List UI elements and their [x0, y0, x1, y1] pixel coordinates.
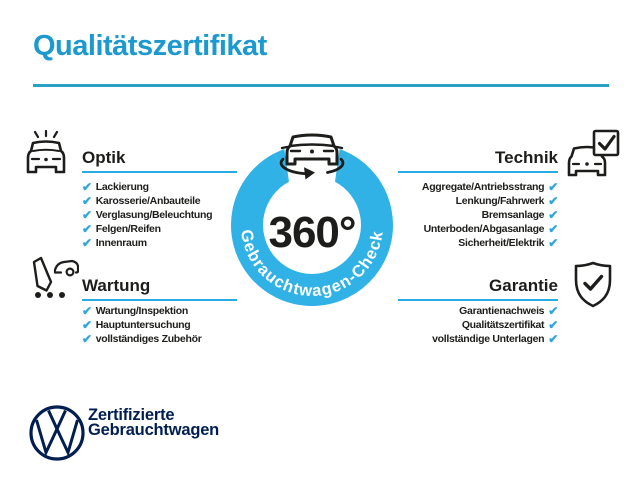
shield-check-icon	[570, 260, 616, 312]
technik-checklist	[358, 180, 558, 250]
check-icon: ✔	[82, 236, 92, 250]
section-underline-garantie	[398, 299, 558, 301]
optik-checklist	[82, 180, 212, 250]
check-item-label: Verglasung/Beleuchtung	[95, 209, 213, 221]
section-title-optik: Optik	[82, 148, 126, 167]
garantie-checklist	[358, 304, 558, 346]
check-item-label: vollständiges Zubehör	[95, 333, 202, 345]
brand-claim	[88, 408, 219, 438]
check-item	[82, 236, 212, 250]
check-item-label: Hauptuntersuchung	[95, 319, 191, 331]
check-icon: ✔	[82, 332, 92, 346]
check-item-label: Lackierung	[95, 181, 149, 193]
check-icon: ✔	[548, 208, 558, 222]
check-item	[82, 194, 212, 208]
page-title: Qualitätszertifikat	[33, 30, 267, 62]
check-icon: ✔	[82, 318, 92, 332]
check-item	[82, 332, 201, 346]
check-item	[82, 180, 212, 194]
check-icon: ✔	[548, 332, 558, 346]
check-item	[358, 304, 558, 318]
check-item	[82, 318, 201, 332]
check-icon: ✔	[548, 304, 558, 318]
check-item-label: Bremsanlage	[481, 209, 545, 221]
check-item-label: Qualitätszertifikat	[461, 319, 545, 331]
check-item-label: Lenkung/Fahrwerk	[455, 195, 545, 207]
check-item-label: Innenraum	[95, 237, 147, 249]
check-item	[358, 236, 558, 250]
check-icon: ✔	[548, 180, 558, 194]
check-icon: ✔	[82, 222, 92, 236]
check-icon: ✔	[548, 194, 558, 208]
car-rotation-icon	[281, 135, 343, 180]
check-item	[358, 332, 558, 346]
check-item	[358, 222, 558, 236]
check-item-label: vollständige Unterlagen	[432, 333, 545, 345]
check-item-label: Karosserie/Anbauteile	[95, 195, 201, 207]
section-underline-wartung	[82, 299, 237, 301]
section-title-technik: Technik	[495, 148, 558, 167]
title-underline	[33, 84, 609, 87]
ring-text-label: Gebrauchtwagen-Check	[236, 228, 387, 301]
brand-claim-line2: Gebrauchtwagen	[88, 421, 220, 439]
car-shine-icon	[22, 130, 70, 178]
check-item	[358, 180, 558, 194]
check-icon: ✔	[82, 180, 92, 194]
service-report-icon	[25, 254, 79, 308]
section-title-garantie: Garantie	[489, 276, 558, 295]
check-item-label: Unterboden/Abgasanlage	[423, 223, 545, 235]
degrees-label: 360°	[268, 208, 356, 257]
check-icon: ✔	[548, 236, 558, 250]
check-icon: ✔	[548, 222, 558, 236]
check-item-label: Sicherheit/Elektrik	[458, 237, 545, 249]
check-item	[358, 208, 558, 222]
check-item	[358, 194, 558, 208]
car-checklist-icon	[565, 129, 623, 181]
wartung-checklist	[82, 304, 201, 346]
check-item	[82, 208, 212, 222]
vw-logo	[28, 404, 86, 462]
section-underline-technik	[398, 171, 558, 173]
check-icon: ✔	[82, 194, 92, 208]
check-item	[82, 222, 212, 236]
check-item	[82, 304, 201, 318]
check-icon: ✔	[82, 304, 92, 318]
brand-claim-line1: Zertifizierte	[88, 406, 175, 424]
check-item-label: Garantienachweis	[459, 305, 545, 317]
section-underline-optik	[82, 171, 237, 173]
check-item-label: Felgen/Reifen	[95, 223, 161, 235]
check-icon: ✔	[82, 208, 92, 222]
check-item-label: Wartung/Inspektion	[95, 305, 188, 317]
check-item	[358, 318, 558, 332]
section-title-wartung: Wartung	[82, 276, 151, 295]
check-icon: ✔	[548, 318, 558, 332]
check-item-label: Aggregate/Antriebsstrang	[421, 181, 545, 193]
